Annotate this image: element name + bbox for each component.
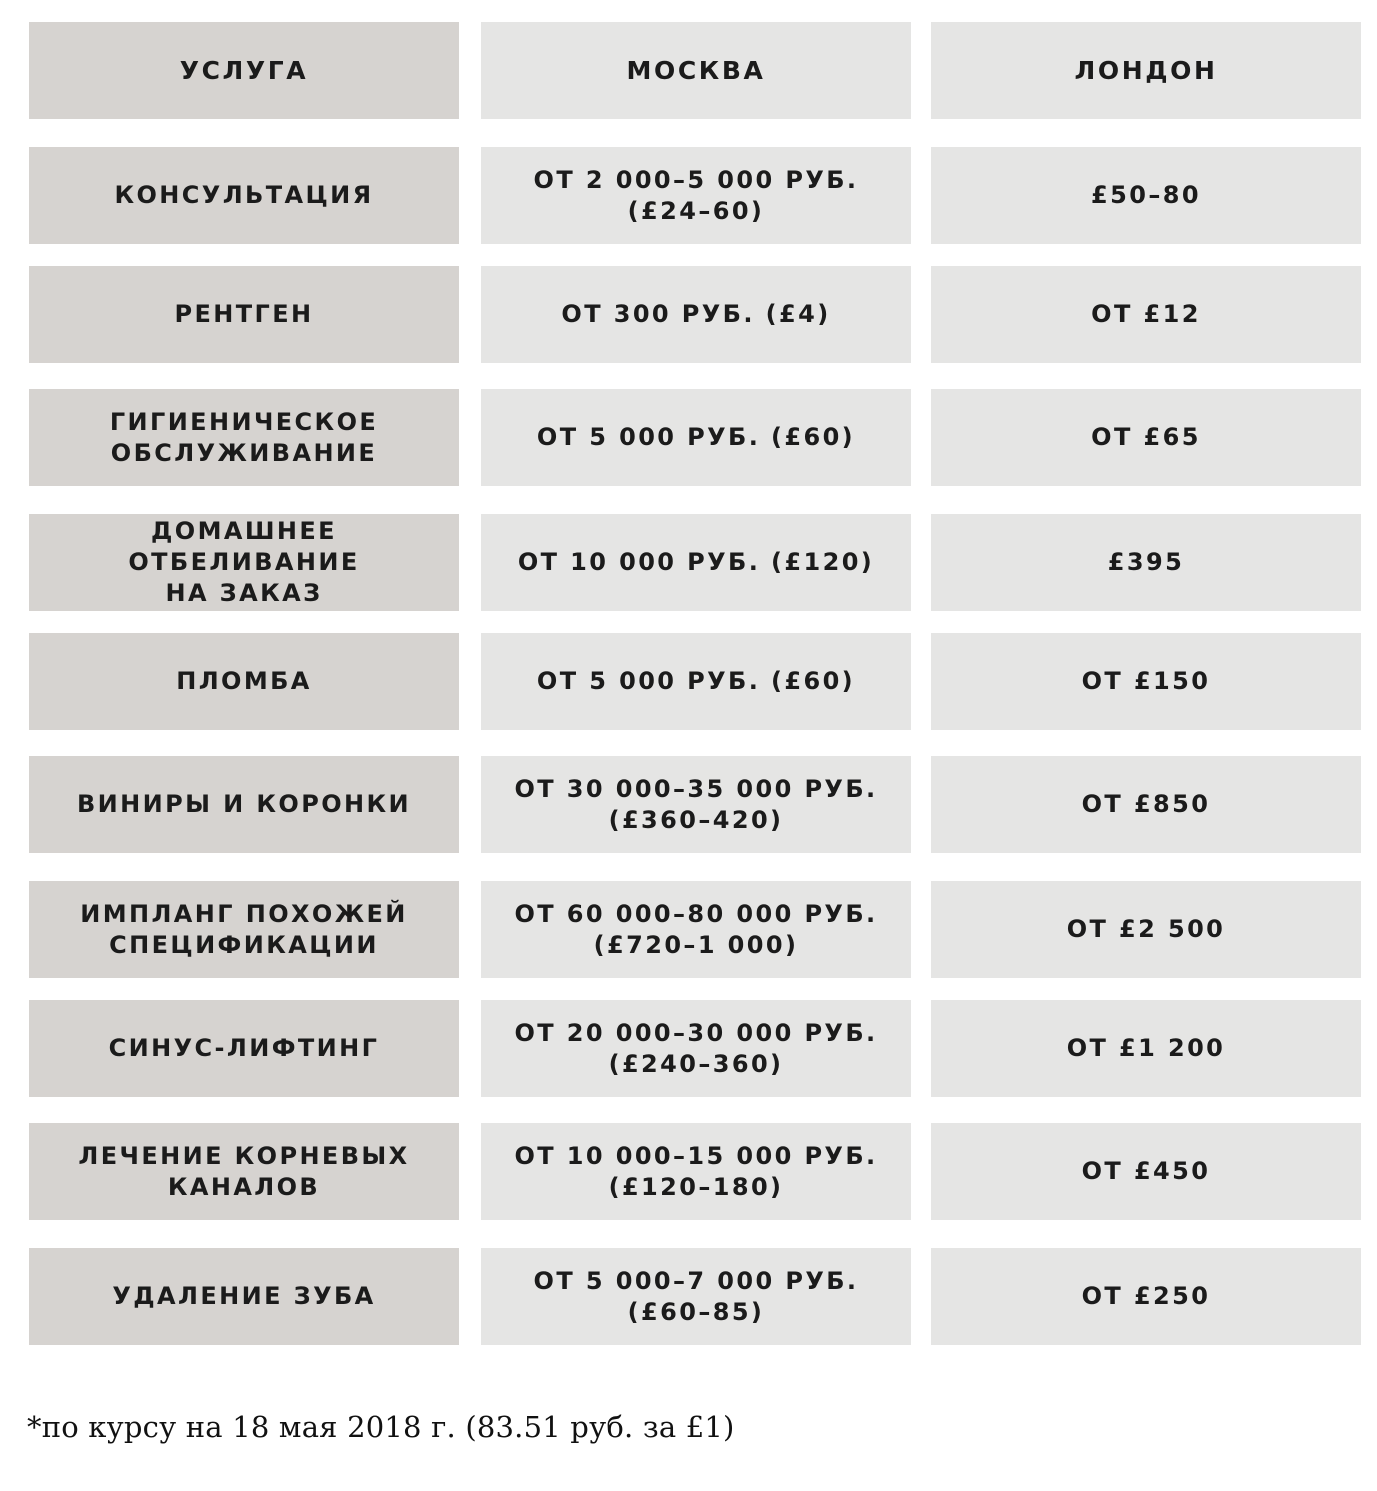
service-cell: УДАЛЕНИЕ ЗУБА [29, 1248, 459, 1345]
london-price-cell: ОТ £2 500 [931, 881, 1361, 978]
london-price-cell: ОТ £850 [931, 756, 1361, 853]
london-price-cell: ОТ £65 [931, 389, 1361, 486]
service-cell: ЛЕЧЕНИЕ КОРНЕВЫХ КАНАЛОВ [29, 1123, 459, 1220]
service-cell: СИНУС-ЛИФТИНГ [29, 1000, 459, 1097]
london-price-cell: ОТ £250 [931, 1248, 1361, 1345]
header-london: ЛОНДОН [931, 22, 1361, 119]
moscow-price-cell: ОТ 5 000–7 000 РУБ. (£60–85) [481, 1248, 911, 1345]
london-price-cell: £50–80 [931, 147, 1361, 244]
moscow-price-cell: ОТ 300 РУБ. (£4) [481, 266, 911, 363]
moscow-price-cell: ОТ 20 000–30 000 РУБ. (£240–360) [481, 1000, 911, 1097]
moscow-price-cell: ОТ 10 000–15 000 РУБ. (£120–180) [481, 1123, 911, 1220]
london-price-cell: ОТ £150 [931, 633, 1361, 730]
service-cell: ПЛОМБА [29, 633, 459, 730]
moscow-price-cell: ОТ 2 000–5 000 РУБ. (£24–60) [481, 147, 911, 244]
london-price-cell: ОТ £450 [931, 1123, 1361, 1220]
header-moscow: МОСКВА [481, 22, 911, 119]
service-cell: ДОМАШНЕЕ ОТБЕЛИВАНИЕ НА ЗАКАЗ [29, 514, 459, 611]
service-cell: КОНСУЛЬТАЦИЯ [29, 147, 459, 244]
moscow-price-cell: ОТ 60 000–80 000 РУБ. (£720–1 000) [481, 881, 911, 978]
london-price-cell: ОТ £1 200 [931, 1000, 1361, 1097]
moscow-price-cell: ОТ 5 000 РУБ. (£60) [481, 633, 911, 730]
service-cell: ГИГИЕНИЧЕСКОЕ ОБСЛУЖИВАНИЕ [29, 389, 459, 486]
moscow-price-cell: ОТ 10 000 РУБ. (£120) [481, 514, 911, 611]
exchange-rate-footnote: *по курсу на 18 мая 2018 г. (83.51 руб. за £1) [27, 1410, 735, 1444]
header-service: УСЛУГА [29, 22, 459, 119]
service-cell: РЕНТГЕН [29, 266, 459, 363]
service-cell: ВИНИРЫ И КОРОНКИ [29, 756, 459, 853]
london-price-cell: £395 [931, 514, 1361, 611]
london-price-cell: ОТ £12 [931, 266, 1361, 363]
service-cell: ИМПЛАНГ ПОХОЖЕЙ СПЕЦИФИКАЦИИ [29, 881, 459, 978]
moscow-price-cell: ОТ 5 000 РУБ. (£60) [481, 389, 911, 486]
moscow-price-cell: ОТ 30 000–35 000 РУБ. (£360–420) [481, 756, 911, 853]
